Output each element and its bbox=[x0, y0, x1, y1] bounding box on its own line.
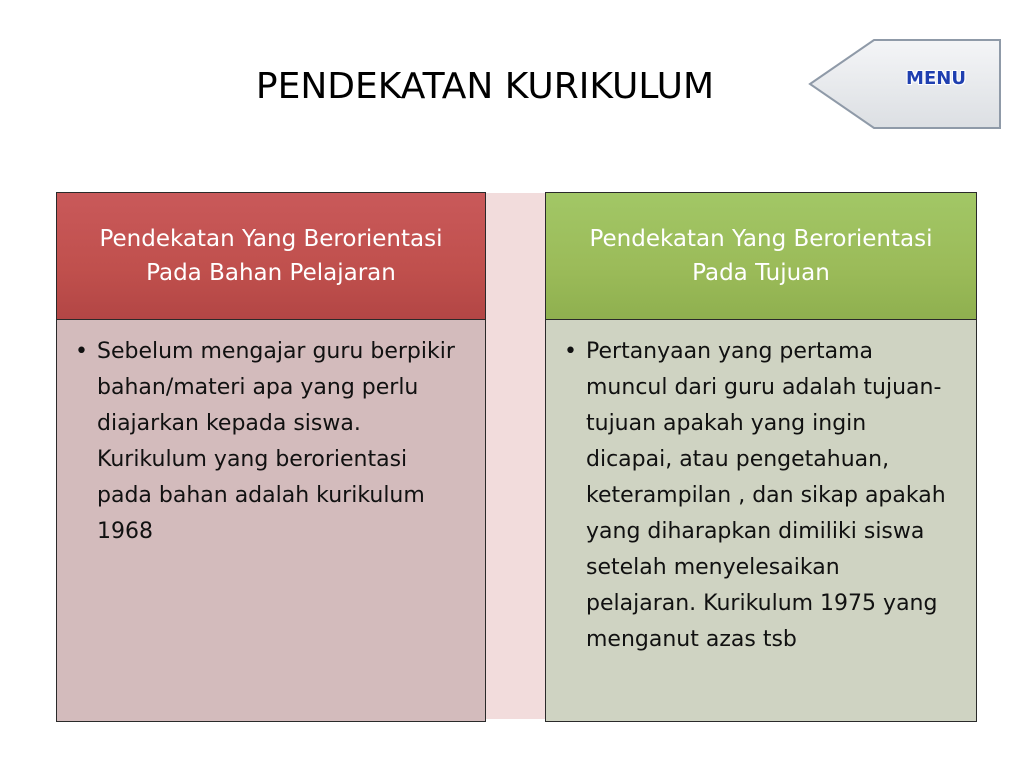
bullet-text: Pertanyaan yang pertama muncul dari guru adalah tujuan-tujuan apakah yang ingin dicapai, atau pengetahuan, keterampilan , dan sikap apakah yang diharapkan dimiliki siswa setelah menyelesaikan pelajaran. Kurikulum 1975 yang menganut azas tsb bbox=[586, 339, 946, 652]
slide-title: PENDEKATAN KURIKULUM bbox=[255, 66, 715, 107]
column-body-tujuan bbox=[545, 320, 977, 722]
bullet-dot-icon: • bbox=[75, 339, 88, 364]
column-header-bahan bbox=[56, 192, 486, 320]
column-connector bbox=[486, 193, 546, 719]
bullet-item bbox=[564, 334, 956, 658]
column-header-text: Pendekatan Yang Berorientasi Pada Bahan Pelajaran bbox=[99, 226, 443, 286]
column-header-text: Pendekatan Yang Berorientasi Pada Tujuan bbox=[589, 226, 933, 286]
menu-label: MENU bbox=[906, 68, 966, 89]
bullet-dot-icon: • bbox=[564, 339, 577, 364]
bullet-text: Sebelum mengajar guru berpikir bahan/materi apa yang perlu diajarkan kepada siswa. Kurikulum yang berorientasi pada bahan adalah kurikulum 1968 bbox=[97, 339, 455, 544]
bullet-item bbox=[75, 334, 465, 550]
column-header-tujuan bbox=[545, 192, 977, 320]
menu-button[interactable] bbox=[806, 38, 1002, 130]
column-body-bahan bbox=[56, 320, 486, 722]
